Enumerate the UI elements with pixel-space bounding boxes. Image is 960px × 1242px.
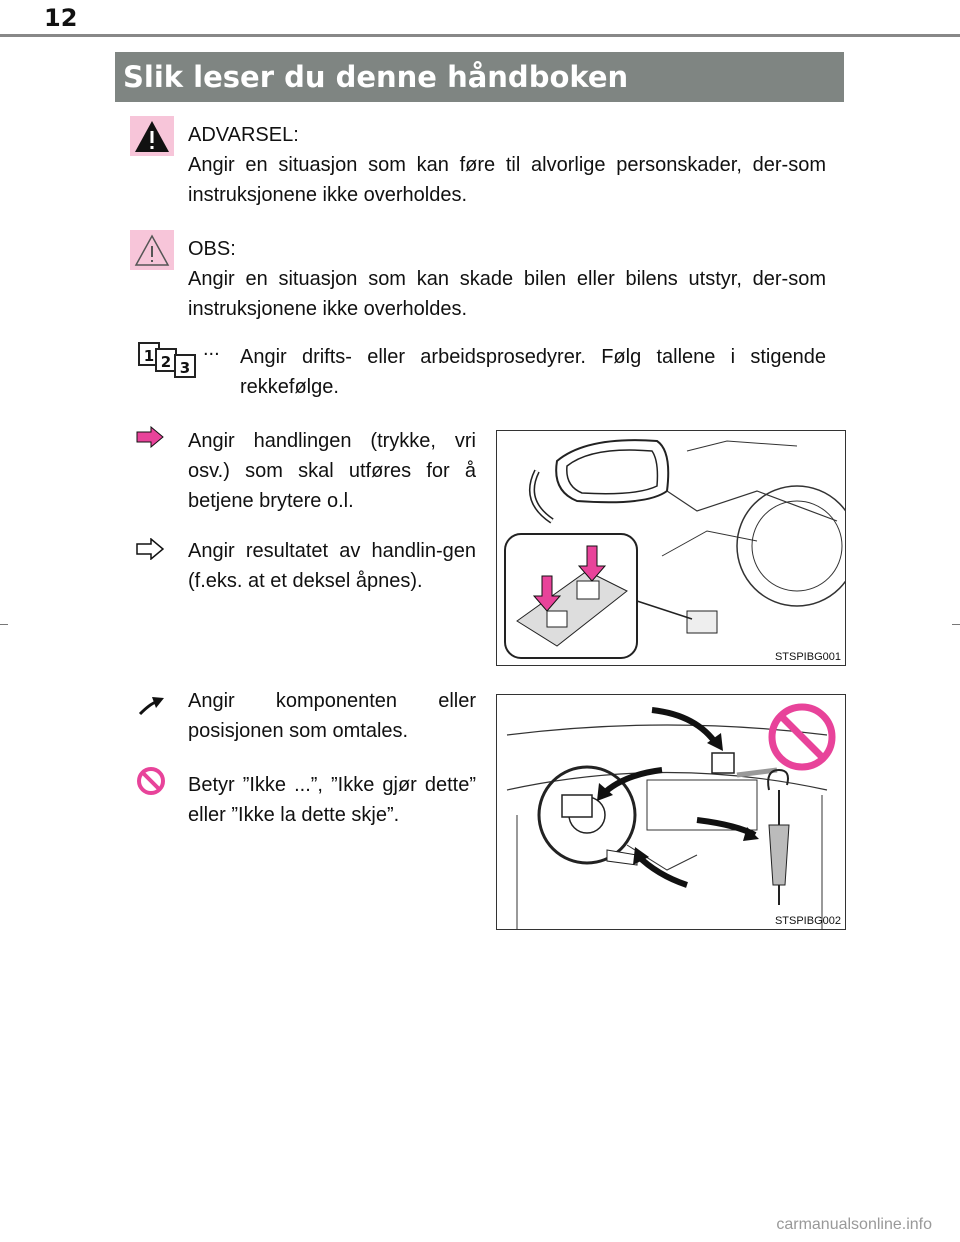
watermark: carmanualsonline.info bbox=[776, 1216, 932, 1233]
component-entry: Angir komponenten eller posisjonen som omtales. bbox=[188, 690, 476, 742]
steps-entry: Angir drifts- eller arbeidsprosedyrer. Følg tallene i stigende rekkefølge. bbox=[240, 346, 826, 398]
warning-entry bbox=[188, 120, 826, 210]
result-entry: Angir resultatet av handlin-gen (f.eks. at et deksel åpnes). bbox=[188, 540, 476, 592]
action-arrow-icon bbox=[136, 426, 164, 448]
warning-icon bbox=[130, 116, 174, 156]
step-badge-3: 3 bbox=[174, 354, 196, 378]
crop-mark-left bbox=[0, 624, 8, 625]
crop-mark-right bbox=[952, 624, 960, 625]
result-arrow-icon bbox=[136, 538, 164, 560]
page-number: 12 bbox=[44, 4, 78, 32]
notice-heading: OBS: bbox=[188, 238, 236, 260]
steps-ellipsis: ... bbox=[203, 338, 220, 360]
caution-icon bbox=[130, 230, 174, 270]
warning-heading: ADVARSEL: bbox=[188, 124, 299, 146]
figure-2-label: STSPIBG002 bbox=[774, 915, 841, 927]
prohibited-icon bbox=[136, 766, 166, 796]
warning-text: Angir en situasjon som kan føre til alvorlige personskader, der-som instruksjonene ikke overholdes. bbox=[188, 154, 826, 206]
action-entry: Angir handlingen (trykke, vri osv.) som skal utføres for å betjene brytere o.l. bbox=[188, 430, 476, 512]
section-header: Slik leser du denne håndboken bbox=[115, 52, 844, 102]
notice-entry bbox=[188, 234, 826, 324]
top-rule bbox=[0, 34, 960, 37]
prohibited-entry: Betyr ”Ikke ...”, ”Ikke gjør dette” eller ”Ikke la dette skje”. bbox=[188, 774, 476, 826]
figure-1-label: STSPIBG001 bbox=[774, 651, 841, 663]
pointer-arrow-icon bbox=[138, 694, 166, 716]
figure-mirror-switch bbox=[496, 430, 846, 666]
figure-interior bbox=[496, 694, 846, 930]
step-badge-2: 2 bbox=[155, 348, 177, 372]
step-badge-1: 1 bbox=[138, 342, 160, 366]
notice-text: Angir en situasjon som kan skade bilen eller bilens utstyr, der-som instruksjonene ikke overholdes. bbox=[188, 268, 826, 320]
